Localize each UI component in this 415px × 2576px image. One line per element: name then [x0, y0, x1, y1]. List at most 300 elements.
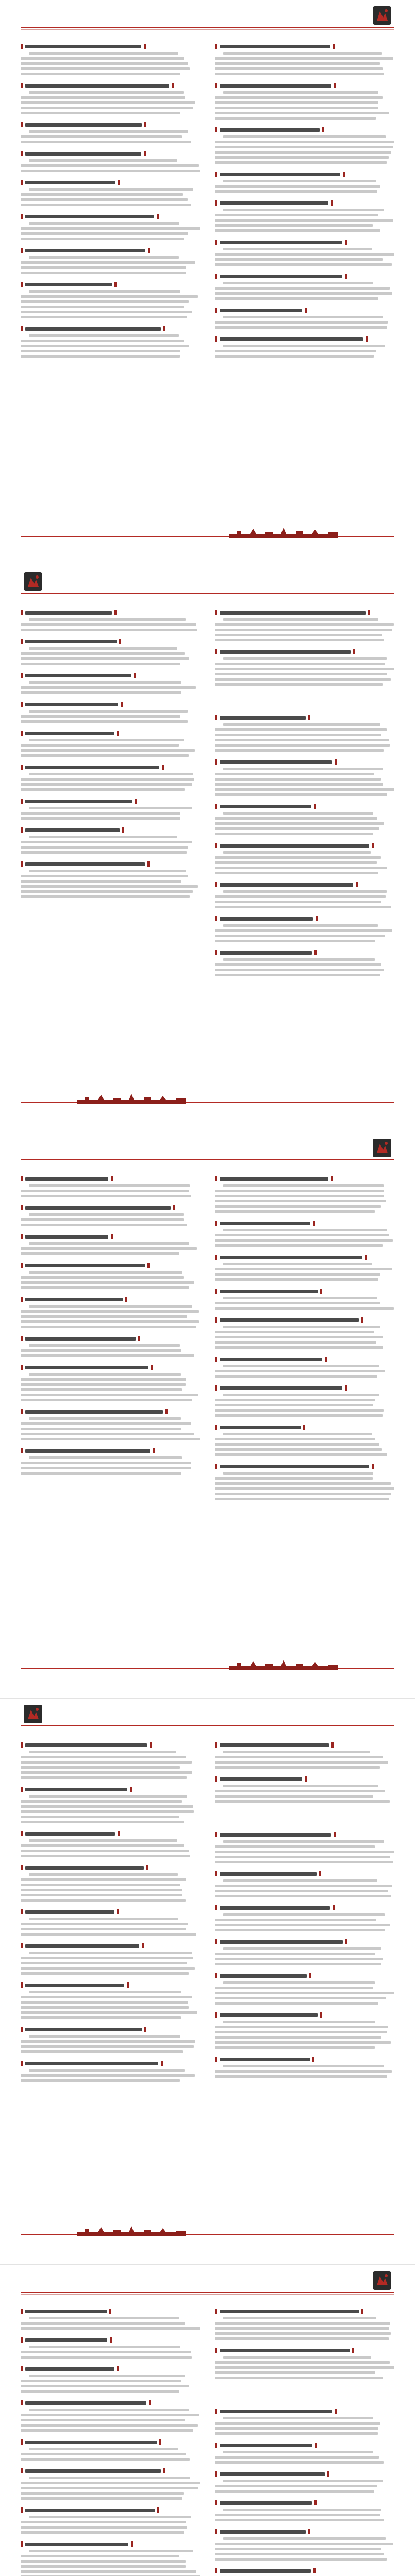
entry-title: [215, 1905, 395, 1911]
text-line-placeholder: [21, 851, 187, 854]
title-bracket-icon: [117, 2366, 119, 2371]
text-line-placeholder: [215, 214, 379, 216]
chronicle-entry: [21, 1335, 201, 1357]
entry-title: [21, 764, 201, 770]
text-line-placeholder: [21, 1967, 195, 1970]
text-line-placeholder: [215, 219, 394, 222]
title-bracket-icon: [147, 1263, 150, 1268]
text-line-placeholder: [215, 1997, 387, 1999]
title-bracket-icon: [21, 673, 23, 678]
text-line-placeholder: [215, 1958, 383, 1960]
title-bracket-icon: [215, 2471, 217, 2477]
entry-title: [215, 649, 395, 655]
text-line-placeholder: [215, 929, 392, 932]
text-line-placeholder: [215, 668, 394, 670]
text-line-placeholder: [215, 783, 383, 786]
title-bracket-icon: [21, 2027, 23, 2032]
title-bracket-icon: [215, 1973, 217, 1978]
title-bracket-icon: [21, 1865, 23, 1870]
text-line-placeholder: [21, 1315, 187, 1318]
text-line-placeholder: [215, 1885, 393, 1887]
text-line-placeholder: [215, 161, 387, 164]
title-text-placeholder: [25, 2441, 157, 2444]
title-bracket-icon: [352, 2348, 354, 2353]
title-text-placeholder: [25, 640, 117, 643]
text-line-placeholder: [215, 292, 392, 295]
title-bracket-icon: [21, 122, 23, 127]
title-bracket-icon: [21, 282, 23, 287]
title-text-placeholder: [220, 805, 311, 808]
title-bracket-icon: [368, 610, 370, 615]
title-text-placeholder: [220, 1318, 359, 1322]
title-bracket-icon: [121, 702, 123, 707]
entry-title: [21, 1409, 201, 1415]
title-bracket-icon: [316, 916, 318, 921]
text-line-placeholder: [215, 1448, 383, 1451]
title-text-placeholder: [220, 1743, 329, 1747]
text-line-placeholder: [215, 623, 394, 626]
title-text-placeholder: [220, 1222, 311, 1225]
text-line-placeholder: [21, 1756, 186, 1758]
title-text-placeholder: [25, 2401, 146, 2405]
entry-title: [215, 2347, 395, 2353]
text-line-placeholder: [21, 2487, 198, 2489]
text-line-placeholder: [215, 229, 381, 232]
title-bracket-icon: [215, 200, 217, 206]
title-text-placeholder: [220, 1386, 343, 1390]
text-line-placeholder: [29, 1918, 178, 1920]
title-bracket-icon: [372, 1464, 374, 1469]
chronicle-entry: [21, 2060, 201, 2082]
title-bracket-icon: [319, 1871, 321, 1876]
text-line-placeholder: [29, 2448, 178, 2450]
entry-title: [215, 239, 395, 245]
text-line-placeholder: [215, 57, 394, 60]
right-column: [215, 2308, 395, 2576]
text-line-placeholder: [21, 2570, 196, 2573]
entry-title: [21, 1176, 201, 1182]
title-text-placeholder: [25, 84, 169, 88]
text-line-placeholder: [223, 618, 379, 621]
text-line-placeholder: [215, 2371, 375, 2374]
text-line-placeholder: [223, 958, 375, 961]
text-line-placeholder: [21, 788, 185, 791]
text-line-placeholder: [223, 248, 372, 250]
text-line-placeholder: [21, 345, 189, 347]
text-line-placeholder: [215, 2548, 382, 2550]
title-bracket-icon: [215, 1464, 217, 1469]
entry-title: [215, 1288, 395, 1294]
text-line-placeholder: [21, 101, 195, 104]
text-line-placeholder: [21, 2074, 195, 2077]
page-footer: [0, 1092, 415, 1123]
title-bracket-icon: [21, 83, 23, 88]
title-bracket-icon: [162, 765, 164, 770]
text-line-placeholder: [21, 1844, 184, 1847]
text-line-placeholder: [215, 1953, 375, 1955]
text-line-placeholder: [215, 117, 376, 120]
title-bracket-icon: [135, 799, 137, 804]
entry-title: [215, 882, 395, 888]
text-line-placeholder: [215, 141, 394, 143]
chronicle-entry: [215, 2500, 395, 2521]
title-bracket-icon: [314, 2500, 317, 2505]
title-text-placeholder: [25, 1298, 123, 1301]
text-line-placeholder: [21, 2482, 200, 2484]
text-line-placeholder: [215, 1992, 394, 1994]
text-line-placeholder: [21, 2531, 184, 2534]
title-bracket-icon: [21, 180, 23, 185]
entry-title: [21, 861, 201, 867]
entry-title: [215, 127, 395, 133]
header-rule: [21, 2292, 394, 2293]
text-line-placeholder: [29, 188, 193, 191]
text-line-placeholder: [215, 2031, 387, 2033]
text-line-placeholder: [215, 1987, 373, 1989]
entry-title: [21, 2541, 201, 2547]
chronicle-entry: [215, 1776, 395, 1803]
text-line-placeholder: [215, 1761, 389, 1764]
text-line-placeholder: [223, 1840, 384, 1843]
text-line-placeholder: [29, 52, 178, 55]
text-line-placeholder: [29, 1305, 192, 1308]
title-bracket-icon: [327, 2471, 329, 2477]
text-line-placeholder: [215, 107, 378, 109]
text-line-placeholder: [29, 91, 184, 94]
text-line-placeholder: [215, 1895, 392, 1897]
text-line-placeholder: [21, 812, 180, 815]
text-line-placeholder: [21, 198, 188, 201]
title-text-placeholder: [220, 1465, 370, 1468]
entry-title: [21, 122, 201, 128]
title-bracket-icon: [148, 248, 150, 253]
title-text-placeholder: [25, 1177, 108, 1181]
text-line-placeholder: [21, 1878, 186, 1881]
title-bracket-icon: [21, 2309, 23, 2314]
text-line-placeholder: [21, 266, 186, 269]
text-line-placeholder: [21, 295, 198, 298]
page-footer: [0, 526, 415, 556]
text-line-placeholder: [21, 1899, 186, 1902]
chronicle-entry: [215, 1385, 395, 1417]
text-line-placeholder: [21, 1894, 182, 1896]
title-bracket-icon: [308, 715, 310, 720]
seal-mark-icon: [372, 2270, 392, 2291]
title-bracket-icon: [21, 827, 23, 833]
text-line-placeholder: [223, 657, 387, 660]
title-bracket-icon: [215, 2409, 217, 2414]
text-line-placeholder: [21, 1433, 194, 1435]
title-bracket-icon: [335, 759, 337, 765]
left-column: [21, 609, 201, 1082]
text-line-placeholder: [215, 827, 380, 830]
title-bracket-icon: [157, 214, 159, 219]
title-text-placeholder: [220, 2472, 325, 2476]
text-line-placeholder: [223, 1472, 374, 1475]
text-line-placeholder: [29, 1795, 187, 1798]
text-line-placeholder: [29, 1271, 182, 1274]
text-line-placeholder: [215, 872, 378, 874]
entry-title: [215, 2471, 395, 2477]
title-text-placeholder: [25, 862, 145, 866]
right-column: [215, 1176, 395, 1649]
entry-title: [215, 273, 395, 279]
chronicle-entry: [21, 2439, 201, 2461]
entry-title: [215, 307, 395, 313]
title-bracket-icon: [345, 1939, 347, 1944]
title-bracket-icon: [215, 950, 217, 955]
entry-title: [21, 1943, 201, 1949]
text-line-placeholder: [21, 754, 189, 757]
chronicle-entry: [215, 1424, 395, 1456]
title-bracket-icon: [309, 1973, 311, 1978]
chronicle-entry: [21, 1865, 201, 1902]
title-bracket-icon: [215, 649, 217, 654]
title-text-placeholder: [220, 2444, 312, 2447]
text-line-placeholder: [21, 67, 190, 70]
title-bracket-icon: [313, 1221, 315, 1226]
text-line-placeholder: [21, 1286, 189, 1289]
entry-title: [215, 1220, 395, 1226]
entry-title: [215, 1424, 395, 1430]
text-line-placeholder: [21, 2351, 191, 2353]
title-text-placeholder: [25, 152, 141, 156]
chronicle-entry: [215, 2012, 395, 2049]
text-line-placeholder: [215, 1766, 380, 1769]
entry-title: [215, 842, 395, 849]
title-bracket-icon: [125, 1297, 127, 1302]
chronicle-entry: [215, 1176, 395, 1213]
text-line-placeholder: [21, 880, 181, 883]
entry-title: [21, 82, 201, 89]
title-text-placeholder: [220, 951, 312, 955]
title-bracket-icon: [157, 2507, 159, 2513]
chronicle-entry: [21, 701, 201, 723]
entry-title: [21, 672, 201, 679]
text-line-placeholder: [21, 261, 195, 264]
title-text-placeholder: [220, 241, 342, 244]
text-line-placeholder: [215, 73, 384, 75]
title-bracket-icon: [21, 1787, 23, 1792]
chronicle-entry: [215, 336, 395, 358]
title-bracket-icon: [215, 2012, 217, 2018]
text-line-placeholder: [21, 875, 188, 877]
text-line-placeholder: [29, 256, 179, 259]
title-bracket-icon: [21, 2541, 23, 2547]
right-column: [215, 43, 395, 516]
text-line-placeholder: [215, 2432, 378, 2435]
text-line-placeholder: [215, 1414, 383, 1417]
month-heading: [215, 694, 395, 706]
text-columns: [21, 2308, 394, 2576]
title-bracket-icon: [117, 731, 119, 736]
text-line-placeholder: [215, 258, 383, 261]
text-line-placeholder: [21, 720, 188, 723]
entry-title: [21, 2507, 201, 2513]
entry-title: [21, 43, 201, 49]
text-line-placeholder: [29, 710, 188, 713]
entry-title: [21, 1335, 201, 1342]
entry-title: [21, 2060, 201, 2066]
title-bracket-icon: [21, 799, 23, 804]
page-header: [0, 566, 415, 599]
chronicle-entry: [21, 1296, 201, 1328]
chronicle-entry: [215, 1742, 395, 1769]
entry-title: [215, 43, 395, 49]
chronicle-entry: [21, 82, 201, 114]
title-bracket-icon: [215, 274, 217, 279]
title-bracket-icon: [215, 1871, 217, 1876]
text-line-placeholder: [21, 1821, 184, 1823]
text-line-placeholder: [223, 1365, 380, 1367]
title-bracket-icon: [215, 1221, 217, 1226]
text-line-placeholder: [215, 901, 381, 903]
title-bracket-icon: [320, 1289, 322, 1294]
title-bracket-icon: [134, 673, 136, 678]
text-line-placeholder: [21, 1776, 187, 1779]
text-line-placeholder: [215, 1919, 377, 1921]
entry-title: [215, 950, 395, 956]
text-line-placeholder: [21, 841, 192, 843]
text-line-placeholder: [223, 2537, 386, 2540]
page-header: [0, 0, 415, 33]
title-bracket-icon: [21, 214, 23, 219]
chronicle-entry: [215, 2056, 395, 2078]
text-line-placeholder: [21, 1962, 187, 1964]
text-line-placeholder: [223, 2356, 371, 2359]
text-line-placeholder: [21, 663, 180, 665]
text-line-placeholder: [215, 1278, 378, 1281]
text-line-placeholder: [215, 2543, 394, 2545]
header-rule-thin: [21, 29, 394, 30]
text-line-placeholder: [215, 822, 385, 825]
text-line-placeholder: [215, 739, 389, 741]
title-bracket-icon: [215, 610, 217, 615]
title-text-placeholder: [25, 1866, 144, 1870]
text-line-placeholder: [215, 1268, 392, 1270]
text-line-placeholder: [215, 793, 387, 796]
title-bracket-icon: [333, 44, 335, 49]
text-line-placeholder: [29, 2550, 193, 2552]
entry-title: [21, 1865, 201, 1871]
entry-title: [215, 803, 395, 809]
chronicle-entry: [215, 239, 395, 266]
skyline-icon: [229, 527, 338, 538]
text-line-placeholder: [21, 227, 200, 230]
text-line-placeholder: [215, 96, 383, 99]
entry-title: [215, 2568, 395, 2574]
title-bracket-icon: [159, 2439, 161, 2445]
text-line-placeholder: [215, 1190, 385, 1192]
title-bracket-icon: [127, 1982, 129, 1988]
title-text-placeholder: [220, 883, 354, 887]
title-bracket-icon: [21, 861, 23, 867]
title-text-placeholder: [220, 128, 320, 132]
title-text-placeholder: [25, 181, 115, 184]
title-bracket-icon: [21, 151, 23, 156]
text-line-placeholder: [215, 906, 391, 908]
text-line-placeholder: [21, 686, 196, 689]
chronicle-entry: [21, 1176, 201, 1197]
text-line-placeholder: [21, 1388, 182, 1391]
document-page: [0, 0, 415, 566]
text-line-placeholder: [21, 783, 192, 786]
chronicle-entry: [215, 1939, 395, 1965]
text-line-placeholder: [215, 861, 377, 864]
text-line-placeholder: [29, 1873, 178, 1876]
chronicle-entry: [215, 649, 395, 686]
title-text-placeholder: [220, 2349, 350, 2352]
title-text-placeholder: [25, 1788, 127, 1791]
text-line-placeholder: [21, 1889, 182, 1891]
text-line-placeholder: [29, 618, 186, 621]
text-line-placeholder: [215, 1443, 379, 1446]
chronicle-entry: [215, 2568, 395, 2576]
entry-title: [215, 1356, 395, 1362]
text-line-placeholder: [29, 1839, 177, 1842]
entry-title: [215, 2529, 395, 2535]
text-line-placeholder: [21, 2380, 181, 2382]
text-line-placeholder: [223, 180, 376, 182]
text-line-placeholder: [29, 2516, 191, 2518]
title-bracket-icon: [215, 172, 217, 177]
title-bracket-icon: [21, 1831, 23, 1836]
title-bracket-icon: [118, 1831, 120, 1836]
page-footer: [0, 1658, 415, 1689]
text-line-placeholder: [215, 2377, 383, 2379]
title-bracket-icon: [21, 248, 23, 253]
entry-title: [215, 2408, 395, 2414]
chronicle-entry: [215, 609, 395, 641]
title-text-placeholder: [25, 828, 120, 832]
title-text-placeholder: [220, 2501, 312, 2505]
text-line-placeholder: [21, 170, 200, 172]
text-line-placeholder: [21, 1326, 196, 1328]
text-line-placeholder: [21, 232, 188, 235]
text-line-placeholder: [21, 715, 180, 718]
text-line-placeholder: [215, 2490, 375, 2493]
seal-mark-icon: [23, 571, 43, 592]
text-line-placeholder: [215, 788, 394, 791]
title-text-placeholder: [220, 2013, 318, 2017]
text-line-placeholder: [215, 634, 382, 636]
entry-title: [215, 1317, 395, 1323]
title-bracket-icon: [215, 1939, 217, 1944]
text-line-placeholder: [223, 723, 380, 726]
header-rule: [21, 27, 394, 28]
title-text-placeholder: [25, 1410, 163, 1414]
entry-title: [21, 2400, 201, 2406]
title-text-placeholder: [25, 2469, 161, 2473]
chronicle-entry: [215, 1288, 395, 1310]
left-column: [21, 1742, 201, 2215]
skyline-icon: [77, 1093, 186, 1104]
text-line-placeholder: [215, 1244, 383, 1247]
text-line-placeholder: [215, 350, 377, 352]
text-line-placeholder: [223, 1326, 380, 1328]
text-line-placeholder: [215, 1341, 376, 1344]
chronicle-entry: [215, 2308, 395, 2340]
chronicle-entry: [21, 43, 201, 75]
document-page: [0, 2265, 415, 2576]
chronicle-entry: [215, 1317, 395, 1349]
title-bracket-icon: [305, 1776, 307, 1782]
title-bracket-icon: [21, 1176, 23, 1181]
entry-title: [21, 1262, 201, 1268]
text-line-placeholder: [21, 2011, 197, 2014]
text-line-placeholder: [223, 1785, 378, 1787]
left-column: [21, 43, 201, 516]
